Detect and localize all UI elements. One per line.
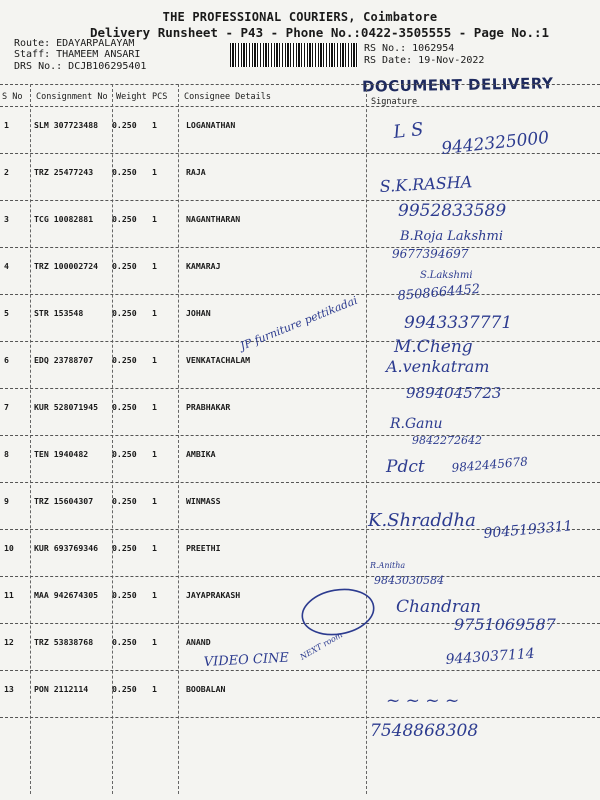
row-sno: 4 bbox=[4, 261, 9, 271]
row-sno: 12 bbox=[4, 637, 14, 647]
row-sno: 6 bbox=[4, 355, 9, 365]
row-sno: 13 bbox=[4, 684, 14, 694]
phone-r7: 9842272642 bbox=[412, 434, 482, 447]
row-pcs: 1 bbox=[152, 543, 157, 553]
signature-r11: Chandran bbox=[396, 597, 482, 617]
column-divider bbox=[178, 84, 179, 794]
note-r12: NEXT room bbox=[298, 630, 345, 662]
row-weight: 0.250 bbox=[112, 449, 137, 459]
barcode bbox=[230, 43, 358, 67]
row-consignment-no: TEN 1940482 bbox=[34, 449, 89, 459]
row-consignment-no: PON 2112114 bbox=[34, 684, 89, 694]
row-sno: 2 bbox=[4, 167, 9, 177]
col-header-consignment: Consignment No bbox=[36, 92, 108, 102]
row-weight: 0.250 bbox=[112, 496, 137, 506]
row-sno: 5 bbox=[4, 308, 9, 318]
row-sno: 8 bbox=[4, 449, 9, 459]
phone-r5: 9943337771 bbox=[404, 313, 513, 333]
row-consignment-no: TRZ 15604307 bbox=[34, 496, 94, 506]
row-pcs: 1 bbox=[152, 120, 157, 130]
row-consignment-no: STR 153548 bbox=[34, 308, 84, 318]
col-header-consignee: Consignee Details bbox=[184, 92, 271, 102]
row-pcs: 1 bbox=[152, 590, 157, 600]
phone-r10: 9843030584 bbox=[374, 574, 444, 587]
phone-r8: 9842445678 bbox=[451, 454, 529, 475]
company-title: THE PROFESSIONAL COURIERS, Coimbatore bbox=[162, 10, 438, 24]
row-consignee-name: PREETHI bbox=[186, 543, 221, 553]
signature-r2: S.K.RASHA bbox=[379, 172, 473, 196]
row-weight: 0.250 bbox=[112, 308, 137, 318]
row-consignee-name: ANAND bbox=[186, 637, 211, 647]
column-divider bbox=[30, 84, 31, 794]
col-header-pcs: PCS bbox=[152, 92, 168, 102]
row-consignee-name: PRABHAKAR bbox=[186, 402, 231, 412]
phone-r12: 9443037114 bbox=[445, 645, 536, 668]
row-pcs: 1 bbox=[152, 214, 157, 224]
row-sno: 7 bbox=[4, 402, 9, 412]
row-consignment-no: TRZ 100002724 bbox=[34, 261, 99, 271]
header-top-rule bbox=[0, 84, 600, 85]
row-weight: 0.250 bbox=[112, 637, 137, 647]
row-consignee-name: AMBIKA bbox=[186, 449, 216, 459]
row-consignment-no: EDQ 23788707 bbox=[34, 355, 94, 365]
signature-r12: VIDEO CINE bbox=[203, 650, 290, 670]
row-weight: 0.250 bbox=[112, 355, 137, 365]
phone-r13: 7548868308 bbox=[370, 721, 479, 741]
signature-r9: K.Shraddha bbox=[368, 510, 476, 531]
row-weight: 0.250 bbox=[112, 543, 137, 553]
signature-r6: A.venkatram bbox=[386, 357, 490, 376]
row-pcs: 1 bbox=[152, 496, 157, 506]
row-consignee-name: RAJA bbox=[186, 167, 206, 177]
row-consignment-no: TRZ 25477243 bbox=[34, 167, 94, 177]
row-pcs: 1 bbox=[152, 355, 157, 365]
phone-r2: 9952833589 bbox=[398, 201, 507, 221]
row-weight: 0.250 bbox=[112, 167, 137, 177]
col-header-sno: S No bbox=[2, 92, 23, 102]
rs-date: RS Date: 19-Nov-2022 bbox=[364, 55, 485, 66]
row-consignment-no: TCG 10082881 bbox=[34, 214, 94, 224]
drs-number: DRS No.: DCJB106295401 bbox=[14, 61, 147, 72]
row-consignee-name: LOGANATHAN bbox=[186, 120, 236, 130]
row-consignment-no: KUR 528071945 bbox=[34, 402, 99, 412]
staff-label: Staff: THAMEEM ANSARI bbox=[14, 49, 141, 60]
phone-r11: 9751069587 bbox=[454, 615, 556, 634]
route-label: Route: EDAYARPALAYAM bbox=[14, 38, 135, 49]
row-consignee-name: JAYAPRAKASH bbox=[186, 590, 241, 600]
row-pcs: 1 bbox=[152, 684, 157, 694]
row-consignment-no: TRZ 53838768 bbox=[34, 637, 94, 647]
document-delivery-stamp: DOCUMENT DELIVERY bbox=[361, 74, 554, 96]
row-pcs: 1 bbox=[152, 167, 157, 177]
row-consignee-name: JOHAN bbox=[186, 308, 211, 318]
row-consignment-no: KUR 693769346 bbox=[34, 543, 99, 553]
row-consignee-name: NAGANTHARAN bbox=[186, 214, 241, 224]
row-weight: 0.250 bbox=[112, 261, 137, 271]
signature-r8: Pdct bbox=[386, 457, 425, 477]
row-weight: 0.250 bbox=[112, 684, 137, 694]
signature-r13: ~ ~ ~ ~ bbox=[386, 691, 460, 711]
phone-r6: 9894045723 bbox=[406, 384, 502, 402]
phone-r9: 9045193311 bbox=[482, 518, 574, 542]
row-sno: 11 bbox=[4, 590, 14, 600]
signature-r3: B.Roja Lakshmi bbox=[400, 229, 504, 244]
row-consignee-name: BOOBALAN bbox=[186, 684, 226, 694]
phone-r1: 9442325000 bbox=[440, 127, 551, 159]
row-sno: 10 bbox=[4, 543, 14, 553]
signature-r1: L S bbox=[392, 118, 425, 143]
row-weight: 0.250 bbox=[112, 120, 137, 130]
col-header-signature: Signature bbox=[371, 97, 418, 107]
signature-r7: R.Ganu bbox=[390, 416, 443, 432]
row-sno: 1 bbox=[4, 120, 9, 130]
row-consignee-name: VENKATACHALAM bbox=[186, 355, 251, 365]
signature-r6-scribble: M.Cheng bbox=[394, 337, 473, 357]
row-consignment-no: SLM 307723488 bbox=[34, 120, 99, 130]
row-consignment-no: MAA 942674305 bbox=[34, 590, 99, 600]
row-weight: 0.250 bbox=[112, 214, 137, 224]
row-pcs: 1 bbox=[152, 308, 157, 318]
phone-r4: 8508664452 bbox=[397, 281, 481, 304]
row-pcs: 1 bbox=[152, 637, 157, 647]
row-weight: 0.250 bbox=[112, 402, 137, 412]
runsheet-subtitle: Delivery Runsheet - P43 - Phone No.:0422-3505555 - Page No.:1 bbox=[90, 25, 550, 40]
rs-number: RS No.: 1062954 bbox=[364, 43, 455, 54]
row-sno: 9 bbox=[4, 496, 9, 506]
signature-r10: R.Anitha bbox=[370, 561, 406, 570]
signature-r4: S.Lakshmi bbox=[420, 270, 473, 281]
signature-r5: JP furniture pettikadai bbox=[238, 293, 360, 353]
row-pcs: 1 bbox=[152, 261, 157, 271]
row-weight: 0.250 bbox=[112, 590, 137, 600]
col-header-weight: Weight bbox=[116, 92, 147, 102]
header-bottom-rule bbox=[0, 106, 600, 107]
phone-r3: 9677394697 bbox=[392, 247, 469, 261]
row-pcs: 1 bbox=[152, 449, 157, 459]
row-consignee-name: KAMARAJ bbox=[186, 261, 221, 271]
row-consignee-name: WINMASS bbox=[186, 496, 221, 506]
row-sno: 3 bbox=[4, 214, 9, 224]
row-pcs: 1 bbox=[152, 402, 157, 412]
